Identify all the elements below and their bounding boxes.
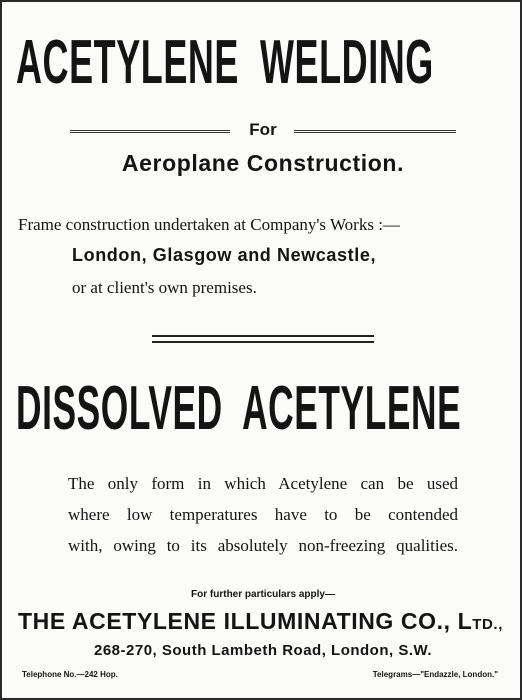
- further-particulars: For further particulars apply—: [191, 589, 335, 600]
- frame-construction-text: Frame construction undertaken at Company's Works :—: [18, 215, 400, 234]
- cities-text: London, Glasgow and Newcastle,: [72, 245, 377, 265]
- for-right-rule: [294, 130, 456, 133]
- telephone-number: Telephone No.—242 Hop.: [22, 670, 118, 679]
- for-divider-row: [70, 120, 456, 142]
- paragraph-line: with, owing to its absolutely non-freezing qualities.: [68, 536, 458, 555]
- company-name: [18, 608, 503, 635]
- for-label: For: [249, 120, 277, 139]
- subheading-aeroplane: Aeroplane Construction.: [121, 150, 405, 176]
- heading-acetylene-welding: ACETYLENE WELDING: [16, 28, 434, 97]
- heading-dissolved-acetylene: DISSOLVED ACETYLENE: [16, 374, 462, 443]
- company-name-main: THE ACETYLENE ILLUMINATING CO., L: [18, 608, 473, 634]
- premises-text: or at client's own premises.: [72, 278, 257, 297]
- company-ltd: TD.,: [472, 616, 503, 633]
- double-rule-divider: [152, 335, 374, 343]
- description-paragraph: [68, 468, 458, 561]
- paragraph-line: The only form in which Acetylene can be used: [68, 474, 458, 493]
- paragraph-line: where low temperatures have to be contended: [68, 505, 458, 524]
- company-address: 268-270, South Lambeth Road, London, S.W.: [93, 642, 433, 659]
- telegrams-address: Telegrams—"Endazzle, London.": [372, 670, 498, 679]
